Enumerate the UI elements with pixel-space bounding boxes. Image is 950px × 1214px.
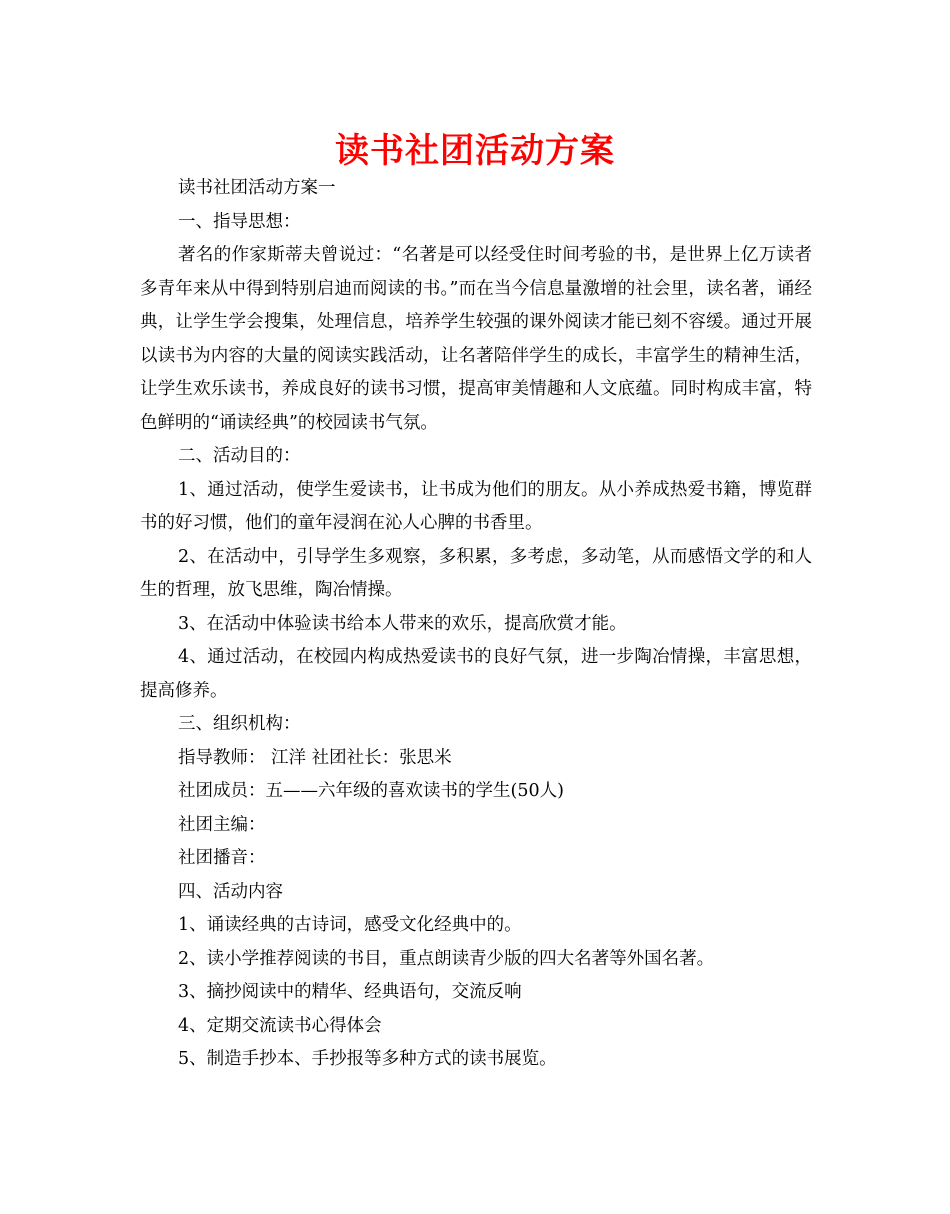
section-heading-organization: 三、组织机构：: [178, 714, 301, 734]
paragraph-announcer: 社团播音：: [178, 848, 266, 868]
list-item-content-3: 3、摘抄阅读中的精华、经典语句，交流反响: [178, 982, 522, 1002]
list-item-purpose-3: 3、在活动中体验读书给本人带来的欢乐，提高欣赏才能。: [178, 613, 627, 634]
list-item-purpose-1: 1、通过活动，使学生爱读书，让书成为他们的朋友。从小养成热爱书籍，博览群书的好习惯，他们的童年浸润在沁人心脾的书香里。: [140, 479, 812, 533]
document-title: 读书社团活动方案: [335, 131, 615, 171]
section-heading-guiding-thought: 一、指导思想：: [178, 211, 301, 232]
paragraph-advisor: 指导教师： 江洋 社团社长：张思米: [178, 747, 452, 768]
list-item-purpose-4: 4、通过活动，在校园内构成热爱读书的良好气氛，进一步陶冶情操，丰富思想，提高修养。: [140, 647, 812, 701]
document-body: [140, 172, 812, 1077]
section-heading-activity-purpose: 二、活动目的：: [178, 446, 301, 466]
paragraph-guiding-thought: 著名的作家斯蒂夫曾说过：“名著是可以经受住时间考验的书，是世界上亿万读者多青年来从中得到特别启迪而阅读的书。”而在当今信息量激增的社会里，读名著，诵经典，让学生学会搜集，处理信息，培养学生较强的课外阅读才能已刻不容缓。通过开展以读书为内容的大量的阅读实践活动，让名著陪伴学生的成长，丰富学生的精神生活，让学生欢乐读书，养成良好的读书习惯，提高审美情趣和人文底蕴。同时构成丰富，特色鲜明的“诵读经典”的校园读书气氛。: [140, 245, 812, 433]
list-item-content-1: 1、诵读经典的古诗词，感受文化经典中的。: [178, 915, 522, 935]
paragraph-plan-heading: 读书社团活动方案一: [178, 178, 336, 198]
paragraph-members: 社团成员：五——六年级的喜欢读书的学生(50人): [178, 781, 564, 801]
list-item-content-2: 2、读小学推荐阅读的书目，重点朗读青少版的四大名著等外国名著。: [178, 948, 715, 969]
section-heading-activity-content: 四、活动内容: [178, 881, 283, 902]
paragraph-editor: 社团主编：: [178, 814, 266, 835]
list-item-content-4: 4、定期交流读书心得体会: [178, 1015, 382, 1036]
list-item-purpose-2: 2、在活动中，引导学生多观察，多积累，多考虑，多动笔，从而感悟文学的和人生的哲理，放飞思维，陶冶情操。: [140, 546, 812, 600]
list-item-content-5: 5、制造手抄本、手抄报等多种方式的读书展览。: [178, 1049, 557, 1069]
